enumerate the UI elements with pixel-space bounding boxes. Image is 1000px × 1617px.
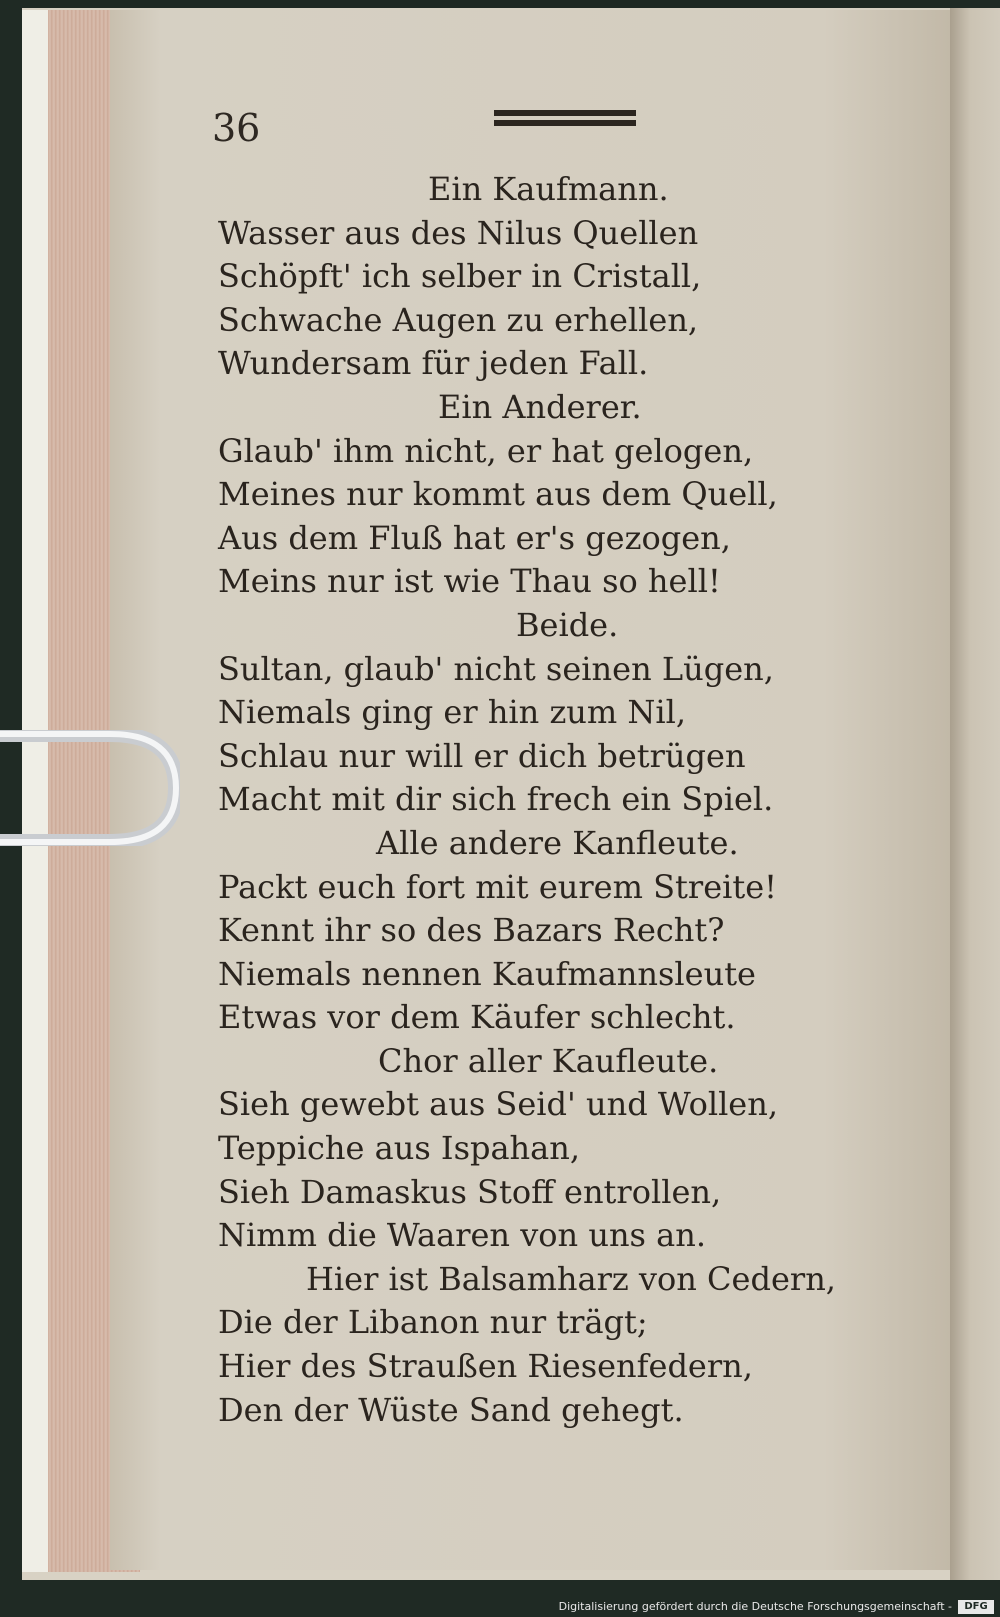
verse-line: Packt euch fort mit eurem Streite! xyxy=(218,867,778,906)
speaker-heading: Chor aller Kaufleute. xyxy=(378,1041,719,1080)
verse-line: Etwas vor dem Käufer schlecht. xyxy=(218,998,736,1037)
verse-line: Kennt ihr so des Bazars Recht? xyxy=(218,911,725,950)
verse-line: Die der Libanon nur trägt; xyxy=(218,1303,648,1342)
verse-line: Den der Wüste Sand gehegt. xyxy=(218,1390,684,1429)
verse-line: Sieh gewebt aus Seid' und Wollen, xyxy=(218,1085,779,1124)
poem-text xyxy=(218,168,858,1432)
verse-line: Meines nur kommt aus dem Quell, xyxy=(218,475,778,514)
speaker-heading: Ein Anderer. xyxy=(438,387,642,426)
verse-line: Macht mit dir sich frech ein Spiel. xyxy=(218,780,774,819)
page-number: 36 xyxy=(212,106,261,150)
speaker-heading: Beide. xyxy=(516,605,619,644)
header-rule xyxy=(494,110,636,134)
speaker-heading: Ein Kaufmann. xyxy=(428,170,669,208)
verse-line: Nimm die Waaren von uns an. xyxy=(218,1216,706,1255)
dfg-logo: DFG xyxy=(958,1600,994,1614)
verse-line: Schöpft' ich selber in Cristall, xyxy=(218,257,702,296)
verse-line: Schlau nur will er dich betrügen xyxy=(218,736,746,775)
verse-line: Wasser aus des Nilus Quellen xyxy=(218,213,699,252)
verse-line: Sultan, glaub' nicht seinen Lügen, xyxy=(218,649,774,688)
verse-line: Teppiche aus Ispahan, xyxy=(218,1129,581,1168)
verse-line: Meins nur ist wie Thau so hell! xyxy=(218,562,721,601)
verse-line: Schwache Augen zu erhellen, xyxy=(218,300,699,339)
verse-line: Hier des Straußen Riesenfedern, xyxy=(218,1347,753,1386)
verse-line: Glaub' ihm nicht, er hat gelogen, xyxy=(218,431,754,470)
adjacent-page xyxy=(950,8,1000,1580)
verse-line: Hier ist Balsamharz von Cedern, xyxy=(306,1259,836,1298)
footer-credit: Digitalisierung gefördert durch die Deutsche Forschungsgemeinschaft - xyxy=(558,1600,952,1613)
verse-line: Aus dem Fluß hat er's gezogen, xyxy=(218,518,731,557)
footer-bar xyxy=(0,1580,1000,1617)
paper-clip-icon xyxy=(0,730,180,846)
speaker-heading: Alle andere Kanfleute. xyxy=(376,823,739,862)
verse-line: Sieh Damaskus Stoff entrollen, xyxy=(218,1172,722,1211)
verse-line: Niemals nennen Kaufmannsleute xyxy=(218,954,756,993)
verse-line: Wundersam für jeden Fall. xyxy=(218,344,649,383)
verse-line: Niemals ging er hin zum Nil, xyxy=(218,693,687,732)
